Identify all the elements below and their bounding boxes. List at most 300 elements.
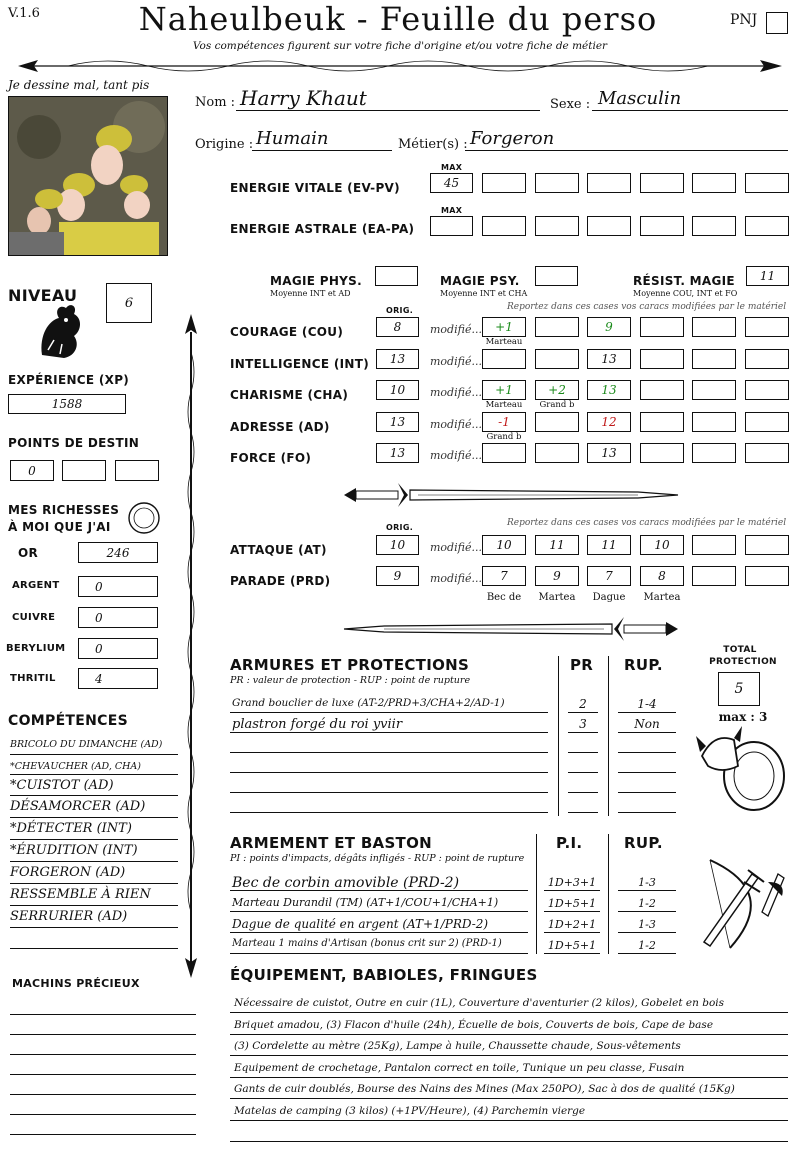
- stat-cell-value: [536, 413, 578, 431]
- stat-cell[interactable]: [587, 349, 631, 369]
- nom-line: [236, 110, 540, 111]
- equipement-line: [230, 1120, 788, 1121]
- stat-cell[interactable]: [745, 443, 789, 463]
- arme-name: Bec de corbin amovible (PRD-2): [232, 875, 460, 891]
- armure-rup: Non: [634, 717, 660, 731]
- stat-cell-value: [641, 444, 683, 462]
- armement-vline: [608, 834, 609, 954]
- arme-name: Marteau Durandil (TM) (AT+1/COU+1/CHA+1): [232, 896, 499, 909]
- stat-cell-value: [536, 444, 578, 462]
- stat-modif-label: modifié...: [430, 323, 482, 336]
- ev-box[interactable]: [692, 173, 736, 193]
- equipement-line: [230, 1077, 788, 1078]
- combat-orig-label: ORIG.: [386, 523, 414, 532]
- combat-orig-box[interactable]: [376, 566, 419, 586]
- stat-cell[interactable]: [745, 412, 789, 432]
- header-spear-ornament: [8, 54, 792, 78]
- armure-rup: 1-4: [637, 697, 657, 711]
- equipement-line: [230, 1034, 788, 1035]
- argent-value: 0: [95, 579, 103, 594]
- combat-cell[interactable]: [535, 566, 579, 586]
- equipement-line: [230, 1098, 788, 1099]
- combat-modif-label: modifié...: [430, 572, 482, 585]
- stat-cell-value: [641, 381, 683, 399]
- origine-label: Origine :: [195, 137, 254, 152]
- combat-cell[interactable]: [692, 535, 736, 555]
- shield-helmet-icon: [694, 726, 790, 816]
- spear-divider: [180, 312, 202, 980]
- arme-rup-line: [618, 911, 676, 912]
- stat-cell[interactable]: [640, 349, 684, 369]
- stat-cell-value: [536, 350, 578, 368]
- stat-cell-value: [641, 350, 683, 368]
- sword-divider-icon: [338, 614, 683, 644]
- ea-box[interactable]: [692, 216, 736, 236]
- coin-icon: [127, 501, 161, 535]
- armure-pr: 2: [579, 697, 587, 711]
- competences-label: COMPÉTENCES: [8, 713, 128, 729]
- stat-cell[interactable]: [640, 380, 684, 400]
- portrait-caption: Je dessine mal, tant pis: [8, 78, 150, 92]
- arme-rup-line: [618, 890, 676, 891]
- stat-cell-value: +2: [548, 383, 566, 397]
- stat-cell-value: +1: [495, 383, 513, 397]
- ev-label: ENERGIE VITALE (EV-PV): [230, 181, 400, 195]
- richesses-label-1: MES RICHESSES: [8, 503, 120, 517]
- combat-cell-value: 10: [654, 538, 670, 552]
- stat-cell-value: [746, 413, 788, 431]
- armure-rup-line: [618, 712, 676, 713]
- armement-rup-label: RUP.: [624, 834, 663, 852]
- equipement-line: [230, 1012, 788, 1013]
- equipement-item[interactable]: Briquet amadou, (3) Flacon d'huile (24h), Écuelle de bois, Couverts de bois, Cape de base: [234, 1018, 714, 1031]
- stat-cell-value: [536, 318, 578, 336]
- combat-cell-value: 7: [500, 569, 508, 583]
- equipement-title: ÉQUIPEMENT, BABIOLES, FRINGUES: [230, 966, 538, 984]
- ea-box[interactable]: [482, 216, 526, 236]
- resist-magie-value: 11: [759, 269, 776, 283]
- ea-box[interactable]: [640, 216, 684, 236]
- resist-magie-label: RÉSIST. MAGIE: [633, 274, 735, 288]
- cuivre-label: CUIVRE: [12, 612, 56, 623]
- stat-label: FORCE (FO): [230, 451, 312, 465]
- stat-cell[interactable]: [745, 317, 789, 337]
- or-value: 246: [106, 545, 130, 560]
- stat-cell[interactable]: [692, 380, 736, 400]
- competence-item: FORGERON (AD): [10, 862, 178, 884]
- stat-cell[interactable]: [587, 380, 631, 400]
- combat-cell[interactable]: [482, 566, 526, 586]
- page-subtitle: Vos compétences figurent sur votre fiche d'origine et/ou votre fiche de métier: [192, 40, 608, 52]
- armure-pr-line: [568, 812, 598, 813]
- cuivre-value: 0: [95, 610, 103, 625]
- total-protection-value: 5: [734, 681, 744, 697]
- weapons-icon: [690, 852, 790, 952]
- stat-cell[interactable]: [535, 380, 579, 400]
- destin-box-3[interactable]: [115, 460, 159, 481]
- combat-cell[interactable]: [587, 566, 631, 586]
- metier-label: Métier(s) :: [398, 137, 468, 152]
- armure-line: [230, 752, 548, 753]
- armures-title: ARMURES ET PROTECTIONS: [230, 656, 470, 674]
- arme-pi-line: [544, 932, 600, 933]
- ev-box[interactable]: [587, 173, 631, 193]
- combat-orig-value: 9: [393, 569, 402, 583]
- total-protection-label-1: TOTAL: [723, 645, 757, 655]
- arme-line: [230, 932, 528, 933]
- magie-psy-label: MAGIE PSY.: [440, 274, 520, 288]
- armure-pr-line: [568, 752, 598, 753]
- armure-name: plastron forgé du roi yviir: [232, 717, 403, 732]
- armures-vline: [558, 656, 559, 816]
- arme-name: Dague de qualité en argent (AT+1/PRD-2): [232, 917, 489, 931]
- stat-cell[interactable]: [535, 349, 579, 369]
- ea-max-value: [431, 217, 472, 235]
- stat-cell-value: [693, 444, 735, 462]
- ev-box[interactable]: [482, 173, 526, 193]
- nom-value[interactable]: Harry Khaut: [240, 86, 367, 110]
- stats-note: Reportez dans ces cases vos caracs modifiées par le matériel: [507, 302, 787, 312]
- combat-cell[interactable]: [482, 535, 526, 555]
- arme-line: [230, 953, 528, 954]
- combat-orig-value: 10: [389, 538, 406, 552]
- magie-psy-box[interactable]: [535, 266, 578, 286]
- magie-phys-sub: Moyenne INT et AD: [270, 289, 351, 298]
- combat-cell[interactable]: [745, 535, 789, 555]
- stat-cell-value: [693, 413, 735, 431]
- armure-rup-line: [618, 792, 676, 793]
- competence-item: BRICOLO DU DIMANCHE (AD): [10, 735, 178, 755]
- stat-orig-box[interactable]: [376, 412, 419, 432]
- stat-cell[interactable]: [535, 412, 579, 432]
- argent-label: ARGENT: [12, 580, 60, 591]
- origine-value[interactable]: Humain: [256, 128, 329, 149]
- niveau-box[interactable]: [106, 283, 152, 323]
- combat-label: PARADE (PRD): [230, 574, 331, 588]
- ea-box[interactable]: [587, 216, 631, 236]
- arme-rup-line: [618, 953, 676, 954]
- stat-cell-value: [693, 381, 735, 399]
- magie-phys-label: MAGIE PHYS.: [270, 274, 362, 288]
- page-title: Naheulbeuk - Feuille du perso: [138, 0, 658, 38]
- total-protection-box[interactable]: [718, 672, 760, 706]
- combat-label: ATTAQUE (AT): [230, 543, 327, 557]
- sexe-value[interactable]: Masculin: [598, 88, 682, 109]
- ea-box[interactable]: [745, 216, 789, 236]
- arme-pi: 1D+3+1: [547, 876, 597, 889]
- stat-cell-sub: Grand b: [539, 400, 575, 410]
- sword-divider-icon: [338, 480, 683, 510]
- niveau-label: NIVEAU: [8, 286, 78, 305]
- destin-value-1: 0: [28, 463, 36, 478]
- armure-pr-line: [568, 792, 598, 793]
- stat-cell[interactable]: [640, 317, 684, 337]
- armure-pr-line: [568, 772, 598, 773]
- armures-vline: [608, 656, 609, 816]
- combat-cell-value: [693, 567, 735, 585]
- combat-cell-value: [746, 567, 788, 585]
- berylium-box[interactable]: [78, 638, 158, 659]
- stat-orig-box[interactable]: [376, 380, 419, 400]
- thritil-box[interactable]: [78, 668, 158, 689]
- armure-line: [230, 712, 548, 713]
- armure-rup-line: [618, 732, 676, 733]
- arme-name: Marteau 1 mains d'Artisan (bonus crit sur 2) (PRD-1): [232, 938, 502, 949]
- stat-cell[interactable]: [745, 349, 789, 369]
- stat-cell-sub: Marteau: [485, 337, 523, 347]
- xp-label: EXPÉRIENCE (XP): [8, 373, 130, 387]
- stat-cell-value: [641, 318, 683, 336]
- arme-rup: 1-3: [638, 876, 656, 889]
- arme-rup: 1-3: [638, 918, 656, 931]
- stat-cell-value: +1: [495, 320, 513, 334]
- stat-cell-value: 13: [601, 446, 617, 460]
- nom-label: Nom :: [195, 95, 236, 110]
- stat-cell[interactable]: [535, 443, 579, 463]
- combat-cell-value: [693, 536, 735, 554]
- armure-line: [230, 812, 548, 813]
- arme-pi-line: [544, 890, 600, 891]
- stat-cell[interactable]: [692, 412, 736, 432]
- stats-orig-label: ORIG.: [386, 306, 414, 315]
- ev-max-box[interactable]: [430, 173, 473, 193]
- stat-cell[interactable]: [640, 443, 684, 463]
- stat-orig-value: 8: [393, 320, 402, 334]
- armure-rup-line: [618, 812, 676, 813]
- combat-cell-value: 11: [549, 538, 565, 552]
- destin-value-2: [63, 461, 105, 480]
- arme-pi-line: [544, 953, 600, 954]
- dragon-icon: [34, 300, 84, 362]
- argent-box[interactable]: [78, 576, 158, 597]
- or-box[interactable]: [78, 542, 158, 563]
- stat-cell[interactable]: [692, 349, 736, 369]
- competence-item: *CHEVAUCHER (AD, CHA): [10, 755, 178, 775]
- richesses-label-2: À MOI QUE J'AI: [8, 520, 111, 534]
- arme-pi: 1D+5+1: [547, 897, 597, 910]
- armure-pr-line: [568, 712, 598, 713]
- stat-cell-value: [746, 381, 788, 399]
- ea-label: ENERGIE ASTRALE (EA-PA): [230, 222, 415, 236]
- competence-item: DÉSAMORCER (AD): [10, 796, 178, 818]
- combat-orig-box[interactable]: [376, 535, 419, 555]
- or-label: OR: [18, 546, 39, 560]
- competence-item: SERRURIER (AD): [10, 906, 178, 928]
- ea-max-box[interactable]: [430, 216, 473, 236]
- stat-cell[interactable]: [587, 443, 631, 463]
- armure-line: [230, 792, 548, 793]
- magie-phys-value: [376, 267, 417, 285]
- stat-modif-label: modifié...: [430, 386, 482, 399]
- combat-cell[interactable]: [692, 566, 736, 586]
- combat-cell-value: 8: [658, 569, 666, 583]
- stat-cell-value: [483, 444, 525, 462]
- combat-cell[interactable]: [640, 566, 684, 586]
- stat-cell-value: [693, 350, 735, 368]
- combat-cell-value: 10: [496, 538, 512, 552]
- xp-value: 1588: [51, 397, 83, 411]
- equipement-item[interactable]: Gants de cuir doublés, Bourse des Nains des Mines (Max 250PO), Sac à dos de qualité (15Kg): [234, 1083, 735, 1095]
- armures-sub: PR : valeur de protection - RUP : point de rupture: [230, 675, 471, 686]
- total-protection-label-2: PROTECTION: [709, 657, 777, 667]
- combat-sub-4: Martea: [643, 592, 681, 603]
- equipement-item[interactable]: Nécessaire de cuistot, Outre en cuir (1L), Couverture d'aventurier (2 kilos), Gobelet en bois: [234, 997, 725, 1009]
- stat-label: COURAGE (COU): [230, 325, 344, 339]
- equipement-item[interactable]: Matelas de camping (3 kilos) (+1PV/Heure), (4) Parchemin vierge: [234, 1104, 586, 1117]
- metier-line: [465, 150, 788, 151]
- cuivre-box[interactable]: [78, 607, 158, 628]
- armure-pr-line: [568, 732, 598, 733]
- stat-orig-box[interactable]: [376, 349, 419, 369]
- stat-modif-label: modifié...: [430, 449, 482, 462]
- xp-box[interactable]: [8, 394, 126, 414]
- stat-orig-value: 10: [389, 383, 406, 397]
- stat-label: CHARISME (CHA): [230, 388, 349, 402]
- origine-line: [252, 150, 392, 151]
- stat-orig-box[interactable]: [376, 317, 419, 337]
- ea-box[interactable]: [535, 216, 579, 236]
- combat-cell[interactable]: [587, 535, 631, 555]
- destin-value-3: [116, 461, 158, 480]
- armure-rup-line: [618, 752, 676, 753]
- stat-orig-value: 13: [389, 446, 406, 460]
- stat-cell[interactable]: [587, 412, 631, 432]
- stat-cell-value: 13: [601, 351, 617, 366]
- stat-orig-value: 13: [389, 414, 406, 429]
- combat-cell[interactable]: [535, 535, 579, 555]
- combat-cell-value: [746, 536, 788, 554]
- pnj-label: PNJ: [730, 12, 758, 28]
- stat-cell[interactable]: [640, 412, 684, 432]
- stat-cell[interactable]: [482, 349, 526, 369]
- destin-box-1[interactable]: [10, 460, 54, 481]
- arme-pi-line: [544, 911, 600, 912]
- combat-cell[interactable]: [745, 566, 789, 586]
- ev-max-label: MAX: [441, 163, 463, 172]
- stat-cell[interactable]: [535, 317, 579, 337]
- stat-cell[interactable]: [692, 317, 736, 337]
- stat-cell-sub: Marteau: [485, 400, 523, 410]
- combat-note: Reportez dans ces cases vos caracs modifiées par le matériel: [507, 518, 787, 528]
- armures-rup-label: RUP.: [624, 656, 663, 674]
- stat-orig-box[interactable]: [376, 443, 419, 463]
- magie-phys-box[interactable]: [375, 266, 418, 286]
- armure-name: Grand bouclier de luxe (AT-2/PRD+3/CHA+2/AD-1): [232, 697, 505, 709]
- arme-rup-line: [618, 932, 676, 933]
- equipement-line: [230, 1055, 788, 1056]
- armure-line: [230, 732, 548, 733]
- combat-modif-label: modifié...: [430, 541, 482, 554]
- combat-sub-3: Dague: [592, 592, 626, 603]
- destin-box-2[interactable]: [62, 460, 106, 481]
- stat-cell[interactable]: [482, 443, 526, 463]
- competence-item: *CUISTOT (AD): [10, 775, 178, 796]
- stat-orig-value: 13: [389, 351, 406, 366]
- stat-cell[interactable]: [482, 317, 526, 337]
- stat-cell-value: -1: [498, 414, 510, 429]
- pnj-checkbox[interactable]: [766, 12, 788, 34]
- armure-line: [230, 772, 548, 773]
- destin-label: POINTS DE DESTIN: [8, 436, 140, 450]
- stat-label: INTELLIGENCE (INT): [230, 356, 369, 371]
- armures-pr-label: PR: [570, 656, 594, 674]
- armure-pr: 3: [579, 717, 587, 731]
- equipement-item[interactable]: (3) Cordelette au mètre (25Kg), Lampe à huile, Chaussette chaude, Sous-vêtements: [234, 1040, 681, 1052]
- competences-list: [10, 735, 178, 949]
- combat-cell-value: 11: [601, 538, 617, 552]
- competence-item: *DÉTECTER (INT): [10, 818, 178, 840]
- arme-pi: 1D+5+1: [547, 939, 597, 952]
- combat-cell-value: 7: [605, 569, 613, 583]
- equipement-item[interactable]: Equipement de crochetage, Pantalon correct en toile, Tunique un peu classe, Fusain: [234, 1061, 685, 1074]
- stat-cell[interactable]: [482, 412, 526, 432]
- combat-cell[interactable]: [640, 535, 684, 555]
- arme-line: [230, 911, 528, 912]
- thritil-label: THRITIL: [10, 673, 56, 684]
- niveau-value: 6: [124, 295, 134, 311]
- stat-cell[interactable]: [587, 317, 631, 337]
- armement-title: ARMEMENT ET BASTON: [230, 834, 432, 852]
- stat-cell-value: [693, 318, 735, 336]
- berylium-label: BERYLIUM: [6, 643, 66, 654]
- stat-cell[interactable]: [692, 443, 736, 463]
- arme-rup: 1-2: [638, 897, 656, 910]
- berylium-value: 0: [95, 641, 103, 656]
- machins-lines: [10, 995, 196, 1135]
- resist-magie-box[interactable]: [746, 266, 789, 286]
- ev-box[interactable]: [745, 173, 789, 193]
- competence-item: RESSEMBLE À RIEN: [10, 884, 178, 906]
- stat-cell-value: [746, 318, 788, 336]
- stat-cell-value: 13: [601, 383, 617, 397]
- machins-label: MACHINS PRÉCIEUX: [12, 977, 140, 990]
- metier-value[interactable]: Forgeron: [470, 128, 555, 149]
- resist-magie-sub: Moyenne COU, INT et FO: [633, 289, 738, 298]
- stat-cell[interactable]: [482, 380, 526, 400]
- stat-cell-value: 9: [605, 320, 613, 334]
- thritil-value: 4: [95, 671, 103, 686]
- armement-vline: [536, 834, 537, 954]
- max-protection-label: max : 3: [718, 710, 768, 724]
- stat-cell-value: 12: [601, 414, 617, 429]
- competence-item: *ÉRUDITION (INT): [10, 840, 178, 862]
- armement-sub: PI : points d'impacts, dégâts infligés - RUP : point de rupture: [230, 853, 525, 864]
- ev-box[interactable]: [640, 173, 684, 193]
- portrait-image: [8, 96, 168, 256]
- sexe-line: [592, 110, 788, 111]
- stat-cell-sub: Grand b: [486, 431, 522, 442]
- ev-box[interactable]: [535, 173, 579, 193]
- stat-cell-value: [746, 444, 788, 462]
- stat-label: ADRESSE (AD): [230, 419, 330, 434]
- stat-cell-value: [641, 413, 683, 431]
- armure-rup-line: [618, 772, 676, 773]
- sexe-label: Sexe :: [550, 97, 591, 112]
- magie-psy-sub: Moyenne INT et CHA: [440, 289, 528, 298]
- stat-cell-value: [746, 350, 788, 368]
- combat-cell-value: 9: [553, 569, 561, 583]
- equipement-line: [230, 1141, 788, 1142]
- arme-rup: 1-2: [638, 939, 656, 952]
- competence-empty-line: [10, 928, 178, 949]
- ea-max-label: MAX: [441, 206, 463, 215]
- ev-max-value: 45: [443, 176, 460, 190]
- combat-sub-1: Bec de: [486, 592, 522, 603]
- magie-psy-value: [536, 267, 577, 285]
- version-label: V.1.6: [8, 6, 40, 21]
- stat-cell[interactable]: [745, 380, 789, 400]
- combat-sub-2: Martea: [538, 592, 576, 603]
